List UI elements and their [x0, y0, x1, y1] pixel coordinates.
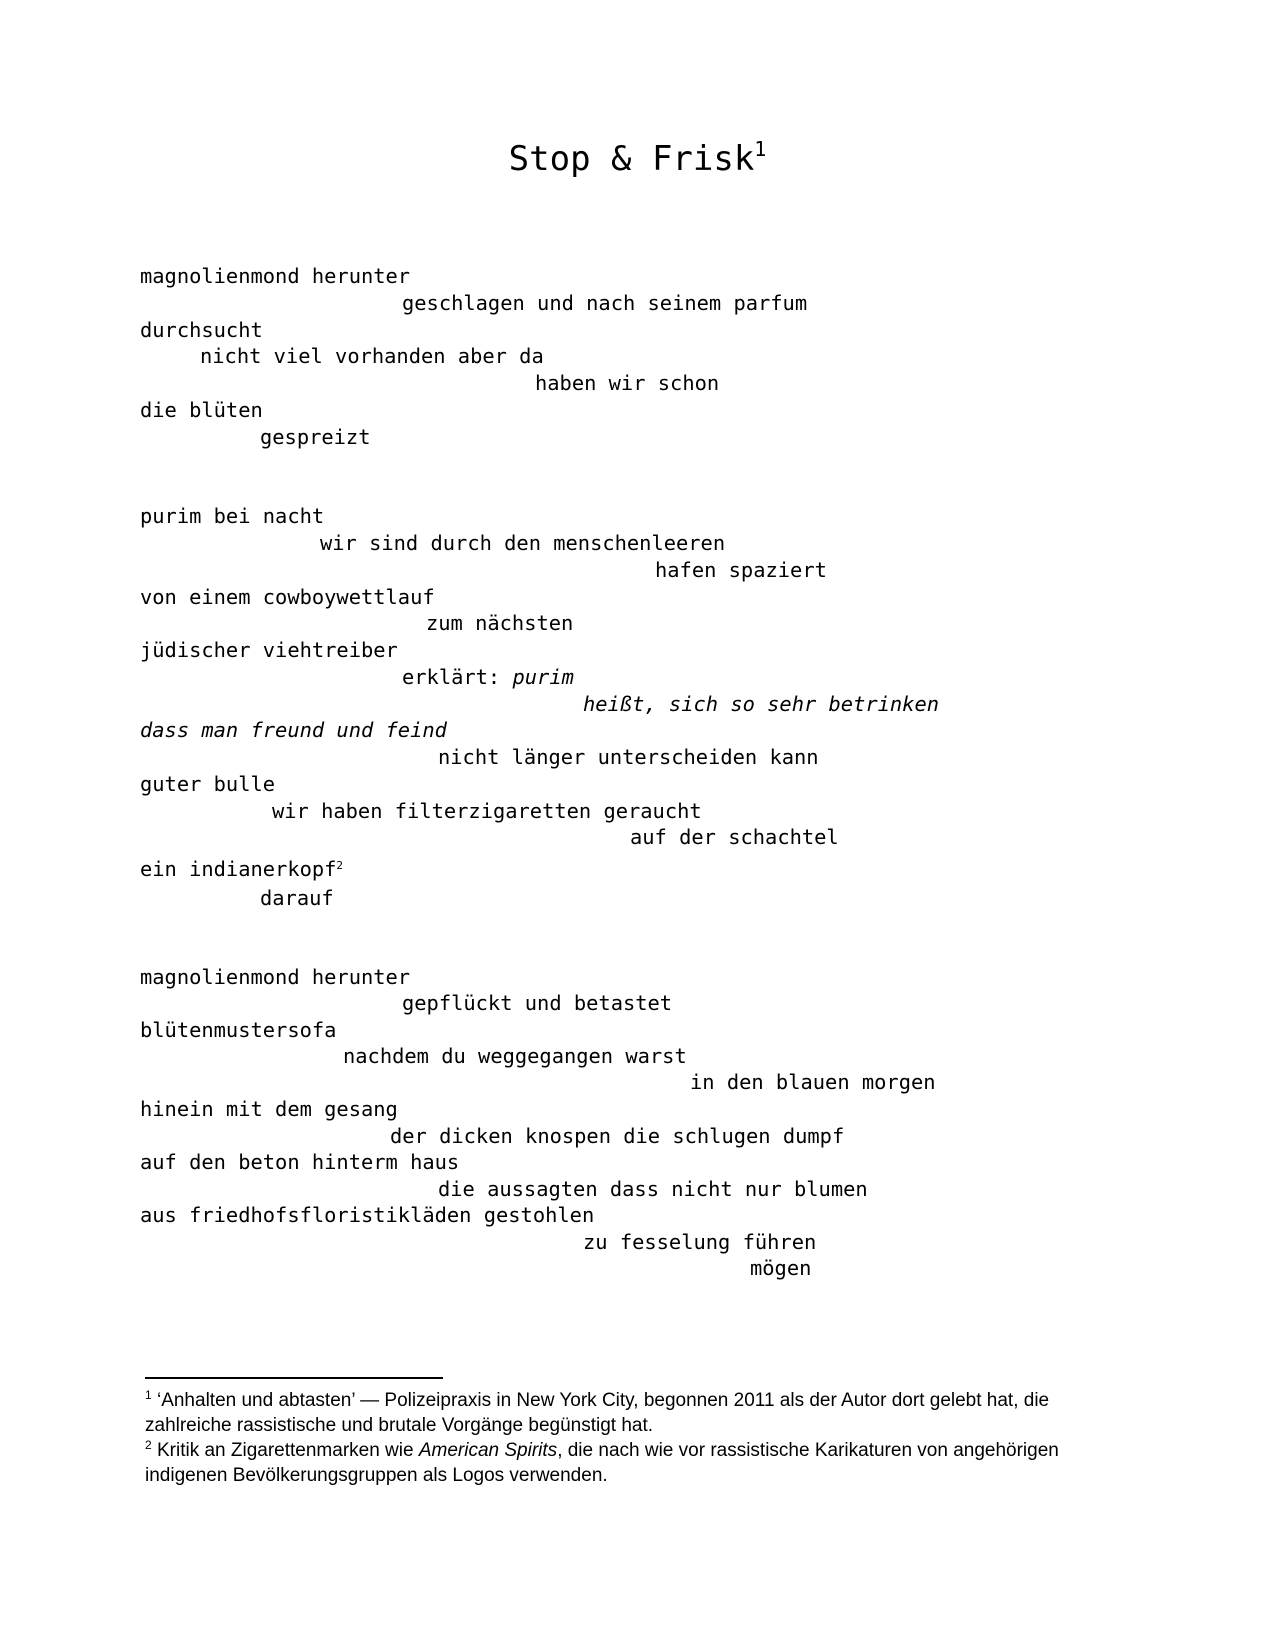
poem-line: blütenmustersofa — [140, 1018, 337, 1042]
poem-line: nicht länger unterscheiden kann — [438, 745, 819, 769]
poem-line: geschlagen und nach seinem parfum — [402, 291, 808, 315]
footnote-text: Kritik an Zigarettenmarken wie — [156, 1440, 419, 1461]
poem-line-text: ein indianerkopf — [140, 857, 337, 881]
poem-line: dass man freund und feind — [140, 718, 447, 742]
poem-line: mögen — [750, 1256, 812, 1280]
poem-line: wir sind durch den menschenleeren — [320, 531, 726, 555]
poem-line: hafen spaziert — [655, 558, 827, 582]
footnote-marker: 1 — [145, 1388, 152, 1402]
poem-line: gespreizt — [260, 425, 371, 449]
footnote-ref-2: 2 — [336, 859, 344, 872]
poem-line — [140, 855, 343, 883]
poem-line: auf der schachtel — [630, 825, 839, 849]
poem-body — [0, 262, 1275, 1342]
poem-line: durchsucht — [140, 318, 263, 342]
poem-line — [402, 663, 574, 691]
poem-title — [0, 137, 1275, 179]
footnote-ref-1: 1 — [754, 137, 767, 161]
poem-line: jüdischer viehtreiber — [140, 638, 398, 662]
footnote-marker: 2 — [145, 1438, 152, 1452]
poem-line: zum nächsten — [426, 611, 574, 635]
poem-line: der dicken knospen die schlugen dumpf — [390, 1124, 845, 1148]
poem-line: auf den beton hinterm haus — [140, 1150, 460, 1174]
poem-line: darauf — [260, 886, 334, 910]
poem-line: nicht viel vorhanden aber da — [200, 344, 544, 368]
footnotes — [145, 1388, 1125, 1488]
poem-line: guter bulle — [140, 772, 276, 796]
footnote-text: , die nach wie vor rassistische Karikaturen von angehörigen indigenen Bevölkerungsgruppen als Logos verwenden. — [145, 1440, 1059, 1486]
poem-line-text: erklärt: — [402, 665, 513, 689]
poem-line: von einem cowboywettlauf — [140, 585, 435, 609]
title-text: Stop & Frisk — [508, 139, 755, 179]
poem-line: purim bei nacht — [140, 504, 325, 528]
footnote-separator — [145, 1377, 443, 1379]
poem-line: nachdem du weggegangen warst — [343, 1044, 687, 1068]
poem-line: haben wir schon — [535, 371, 720, 395]
poem-line: wir haben filterzigaretten geraucht — [272, 799, 702, 823]
poem-line: gepflückt und betastet — [402, 991, 673, 1015]
footnote-2 — [145, 1438, 1125, 1488]
poem-line: heißt, sich so sehr betrinken — [583, 692, 940, 716]
poem-line: in den blauen morgen — [690, 1070, 936, 1094]
poem-line: zu fesselung führen — [583, 1230, 817, 1254]
poem-line: hinein mit dem gesang — [140, 1097, 398, 1121]
poem-line: magnolienmond herunter — [140, 965, 411, 989]
poem-line: aus friedhofsfloristikläden gestohlen — [140, 1203, 595, 1227]
poem-line-italic: purim — [512, 665, 574, 689]
footnote-1 — [145, 1388, 1125, 1438]
poem-line: magnolienmond herunter — [140, 264, 411, 288]
poem-line: die blüten — [140, 398, 263, 422]
poem-line: die aussagten dass nicht nur blumen — [438, 1177, 868, 1201]
footnote-text: ‘Anhalten und abtasten’ — Polizeipraxis in New York City, begonnen 2011 als der Autor dort gelebt hat, die zahlreiche rassistische und brutale Vorgänge begünstigt hat. — [145, 1390, 1050, 1436]
footnote-italic-text: American Spirits — [418, 1440, 558, 1461]
